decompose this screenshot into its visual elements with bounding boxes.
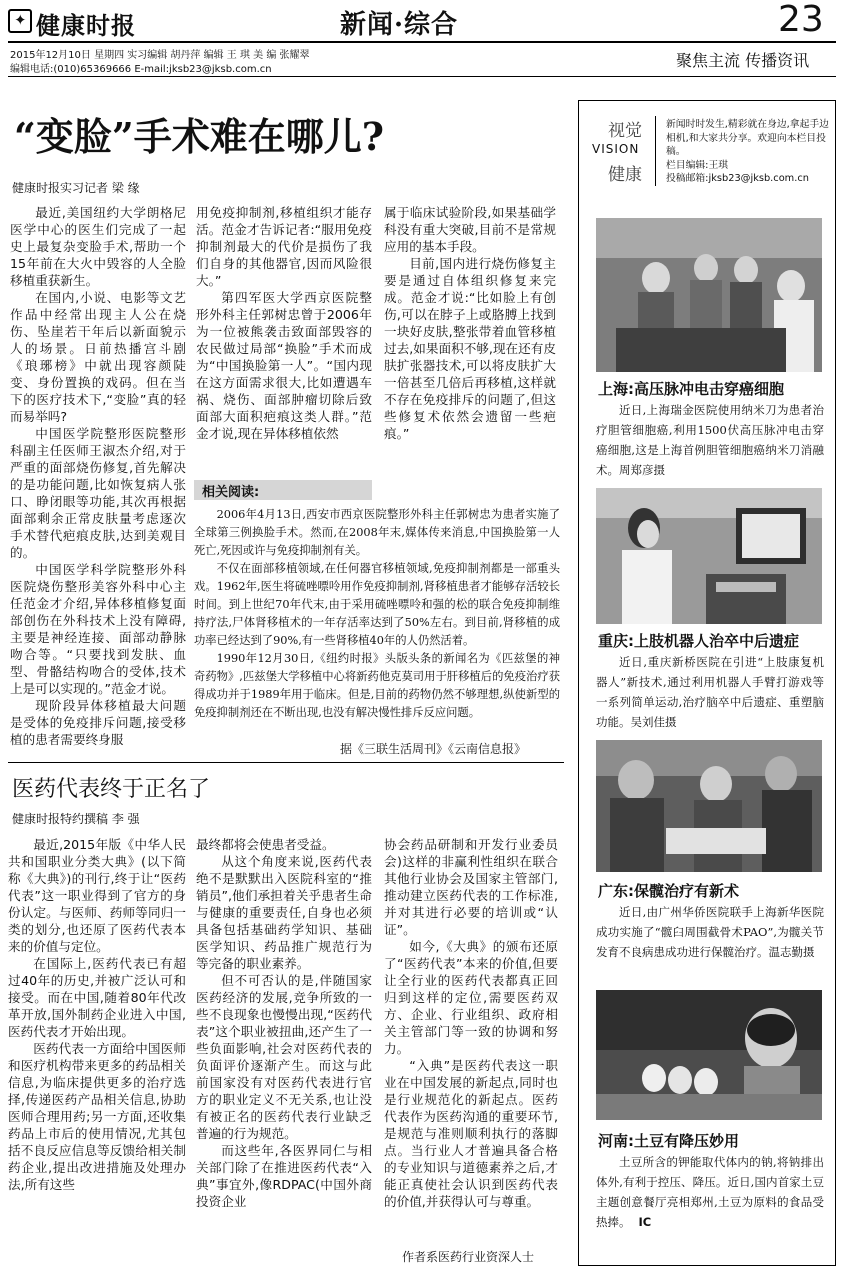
sidebar-item-title: 重庆:上肢机器人治卒中后遗症 xyxy=(598,632,799,650)
article1-column-1 xyxy=(10,204,186,760)
vision-badge xyxy=(592,116,656,186)
paragraph: 用免疫抑制剂,移植组织才能存活。范金才告诉记者:“服用免疫抑制剂最大的代价是损伤了我们自身的其他器官,因而风险很大。” xyxy=(196,205,372,288)
article1-headline: “变脸”手术难在哪儿? xyxy=(14,114,384,159)
paragraph: 目前,国内进行烧伤修复主要是通过自体组织修复来完成。范金才说:“比如脸上有创伤,可以在脖子上或胳膊上找到一块好皮肤,整张带着血管移植过去,如果面积不够,现在还有皮肤扩张器技术,可以将皮肤扩大一倍甚至几倍后再移植,这样就不存在免疫排斥的问题了,但这些修复术依然会遗留一些疤痕。” xyxy=(384,256,556,441)
article2-headline: 医药代表终于正名了 xyxy=(12,777,211,802)
paragraph: 第四军医大学西京医院整形外科主任郭树忠曾于2006年为一位被熊袭击致面部毁容的农民做过局部“换脸”手术而成为“中国换脸第一人”。“国内现在这方面需求很大,比如遭遇车祸、烧伤、面部肿瘤切除后致面部大面积疤痕这类人群。”范金才说,现在异体移植依然 xyxy=(196,290,372,441)
paragraph: 从这个角度来说,医药代表绝不是默默出入医院科室的“推销员”,他们承担着关乎患者生命与健康的重要责任,自身也必须具备包括基础药学知识、基础医学知识、药品推广规范行为等完备的职业素养。 xyxy=(196,854,372,971)
paragraph: 1990年12月30日,《纽约时报》头版头条的新闻名为《匹兹堡的神奇药物》,匹兹堡大学移植中心将新药他克莫司用于肝移植后的免疫治疗获得成功并于1989年用于临床。但是,目前的药物仍然不够理想,纵使新型的免疫抑制剂还在不断出现,也没有解决慢性排斥反应问题。 xyxy=(194,652,560,719)
paragraph: “入典”是医药代表这一职业在中国发展的新起点,同时也是行业规范化的新起点。医药代表作为医药沟通的重要环节,是规范与准则顺利执行的落脚点。当行业人才普遍具备合格的专业知识与道德素养之后,才能正真使社会认识到医药代表的价值,并获得认可与尊重。 xyxy=(384,1058,558,1209)
paragraph: 中国医学科学院整形外科医院烧伤整形美容外科中心主任范金才介绍,异体移植修复面部创伤在外科技术上没有障碍,主要是神经连接、面部动静脉吻合等。“只要找到发肤、血型、骨骼结构吻合的受体,技术上是可以实现的。”范金才说。 xyxy=(10,562,186,696)
paragraph: 协会药品研制和开发行业委员会)这样的非赢利性组织在联合其他行业协会及国家主管部门,推动建立医药代表的工作标准,并对其进行必要的培训或“认证”。 xyxy=(384,837,558,937)
paragraph: 但不可否认的是,伴随国家医药经济的发展,竞争所致的一些不良现象也慢慢出现,“医药代表”这个职业被扭曲,还产生了一些负面影响,社会对医药代表的负面评价逐渐产生。而这与此前国家没有对医药代表进行官方的职业定义不无关系,也让没有被正名的医药代表行业缺乏普遍的行为规范。 xyxy=(196,973,372,1141)
article2-byline: 健康时报特约撰稿 李 强 xyxy=(12,812,140,826)
logo xyxy=(8,6,136,40)
masthead-info-line2: 编辑电话:(010)65369666 E-mail:jksb23@jksb.com.cn xyxy=(10,64,272,75)
vision-badge-bottom: 健康 xyxy=(608,165,642,185)
related-reading-source: 据《三联生活周刊》《云南信息报》 xyxy=(340,742,527,756)
sidebar-item-text xyxy=(596,652,824,732)
article1-column-3 xyxy=(384,204,556,474)
paragraph: 最近,2015年版《中华人民共和国职业分类大典》(以下简称《大典》)的刊行,终于让“医药代表”这一职业得到了官方的身份认定。与医师、药师等同归一类的划分,也还原了医药代表本来的价值与定位。 xyxy=(8,837,186,954)
paragraph: 在国内,小说、电影等文艺作品中经常出现主人公在烧伤、坠崖若干年后以新面貌示人的场景。日前热播宫斗剧《琅琊榜》中就出现容颜陡变、身份置换的戏码。但在当下的医疗技术下,“变脸”真的轻而易举吗? xyxy=(10,290,186,424)
paragraph: 在国际上,医药代表已有超过40年的历史,并被广泛认可和接受。而在中国,随着80年代改革开放,国外制药企业进入中国,医药代表才开始出现。 xyxy=(8,956,186,1039)
article2-column-3 xyxy=(384,836,558,1242)
logo-mark-glyph: ✦ xyxy=(14,11,27,29)
sidebar-item-text xyxy=(596,1152,824,1232)
sidebar-item-text xyxy=(596,902,824,962)
paragraph: 近日,由广州华侨医院联手上海新华医院成功实施了“髋臼周围截骨术PAO”,为髋关节发育不良病患成功进行保髋治疗。温志勤摄 xyxy=(596,905,824,959)
paragraph: 最近,美国纽约大学朗格尼医学中心的医生们完成了一起史上最复杂变脸手术,帮助一个15年前在大火中毁容的人全脸移植重获新生。 xyxy=(10,205,186,288)
photo-credit: IC xyxy=(638,1215,652,1229)
article1-column-2 xyxy=(196,204,372,474)
masthead xyxy=(0,0,844,80)
paragraph: 属于临床试验阶段,如果基础学科没有重大突破,目前不是常规应用的基本手段。 xyxy=(384,205,556,254)
masthead-slogan: 聚焦主流 传播资讯 xyxy=(676,51,810,70)
related-reading-label: 相关阅读: xyxy=(202,485,260,500)
sidebar-item-title: 广东:保髋治疗有新术 xyxy=(598,882,739,900)
sidebar-column-editor: 栏目编辑:王琪 xyxy=(666,159,729,171)
paragraph: 中国医学院整形医院整形科副主任医师王淑杰介绍,对于严重的面部烧伤修复,首先解决的是功能问题,比如恢复病人张口、睁闭眼等功能,其次再根据面部剩余正常皮肤量考虑逐次手术替代疤痕皮肤,达到美观目的。 xyxy=(10,426,186,560)
sidebar-item-text-body: 土豆所含的钾能取代体内的钠,将钠排出体外,有利于控压、降压。近日,国内首家土豆主题创意餐厅亮相郑州,土豆为原料的食品受热捧。 xyxy=(596,1155,824,1229)
sidebar-item-title: 河南:土豆有降压妙用 xyxy=(598,1132,739,1150)
sidebar-item-title: 上海:高压脉冲电击穿癌细胞 xyxy=(598,380,784,398)
photo-rehab-robot xyxy=(596,488,822,624)
paragraph: 而这些年,各医界同仁与相关部门除了在推进医药代表“入典”事宜外,像RDPAC(中国外商投资企业 xyxy=(196,1143,372,1209)
newspaper-logo: 健康时报 xyxy=(36,11,136,40)
paragraph: 现阶段异体移植最大问题是受体的免疫排斥问题,接受移植的患者需要终身服 xyxy=(10,698,186,747)
paragraph: 如今,《大典》的颁布还原了“医药代表”本来的价值,但要让全行业的医药代表都真正回归到这样的定位,需要医药双方、企业、行业组织、政府相关主管部门等一致的协调和努力。 xyxy=(384,939,558,1056)
photo-hip-surgery xyxy=(596,740,822,872)
paragraph: 医药代表一方面给中国医师和医疗机构带来更多的药品相关信息,为临床提供更多的治疗选择,传递医药产品相关信息,协助医师合理用药;另一方面,还收集药品上市后的使用情况,尤其包括不良反应信息等反馈给相关制药企业,提出改进措施及处理办法,所有这些 xyxy=(8,1041,186,1192)
paragraph: 2006年4月13日,西安市西京医院整形外科主任郭树忠为患者实施了全球第三例换脸手术。然而,在2008年末,媒体传来消息,中国换脸第一人死亡,死因或许与免疫抑制剂有关。 xyxy=(194,508,560,557)
masthead-bottom-rule xyxy=(8,76,836,77)
paragraph: 最终都将会使患者受益。 xyxy=(196,837,335,852)
paragraph xyxy=(596,1152,824,1232)
vision-badge-mid: VISION xyxy=(592,142,640,156)
sidebar-intro xyxy=(666,118,832,186)
page-number: 23 xyxy=(778,0,824,40)
masthead-info-line1: 2015年12月10日 星期四 实习编辑 胡丹萍 编辑 王 琪 美 编 张耀翠 xyxy=(10,50,310,61)
sidebar-submission-email: 投稿邮箱:jksb23@jksb.com.cn xyxy=(666,173,809,184)
article2-column-1 xyxy=(8,836,186,1264)
article2-author-note: 作者系医药行业资深人士 xyxy=(402,1250,535,1264)
sidebar-item-text xyxy=(596,400,824,480)
related-reading-body xyxy=(194,506,560,738)
paragraph: 近日,重庆新桥医院在引进“上肢康复机器人”新技术,通过利用机器人手臂打游戏等一系列简单运动,治疗脑卒中后遗症、重塑脑功能。吴刘佳摄 xyxy=(596,655,824,729)
photo-potato-restaurant xyxy=(596,990,822,1120)
sidebar-intro-text: 新闻时时发生,精彩就在身边,拿起手边相机,和大家共分享。欢迎向本栏目投稿。 xyxy=(666,119,829,157)
paragraph: 近日,上海瑞金医院使用纳米刀为患者治疗胆管细胞癌,利用1500伏高压脉冲电击穿癌细胞,这是上海首例胆管细胞癌纳米刀消融术。周郑彦摄 xyxy=(596,403,824,477)
article2-column-2 xyxy=(196,836,372,1264)
photo-surgery-team xyxy=(596,218,822,372)
section-title: 新闻·综合 xyxy=(340,10,459,40)
masthead-rule xyxy=(8,41,836,43)
vision-badge-top: 视觉 xyxy=(608,121,642,141)
article-divider xyxy=(8,762,564,763)
paragraph: 不仅在面部移植领域,在任何器官移植领域,免疫抑制剂都是一部重头戏。1962年,医生将硫唑嘌呤用作免疫抑制剂,肾移植患者才能够存活较长时间。到上世纪70年代末,由于采用硫唑嘌呤和强的松的联合免疫抑制维持疗法,尸体肾移植术的一年存活率达到了50%左右。到目前,肾移植的成功率已经达到了90%,有一些肾移植40年的人仍然活着。 xyxy=(194,562,560,647)
article1-byline: 健康时报实习记者 梁 缘 xyxy=(12,181,140,195)
